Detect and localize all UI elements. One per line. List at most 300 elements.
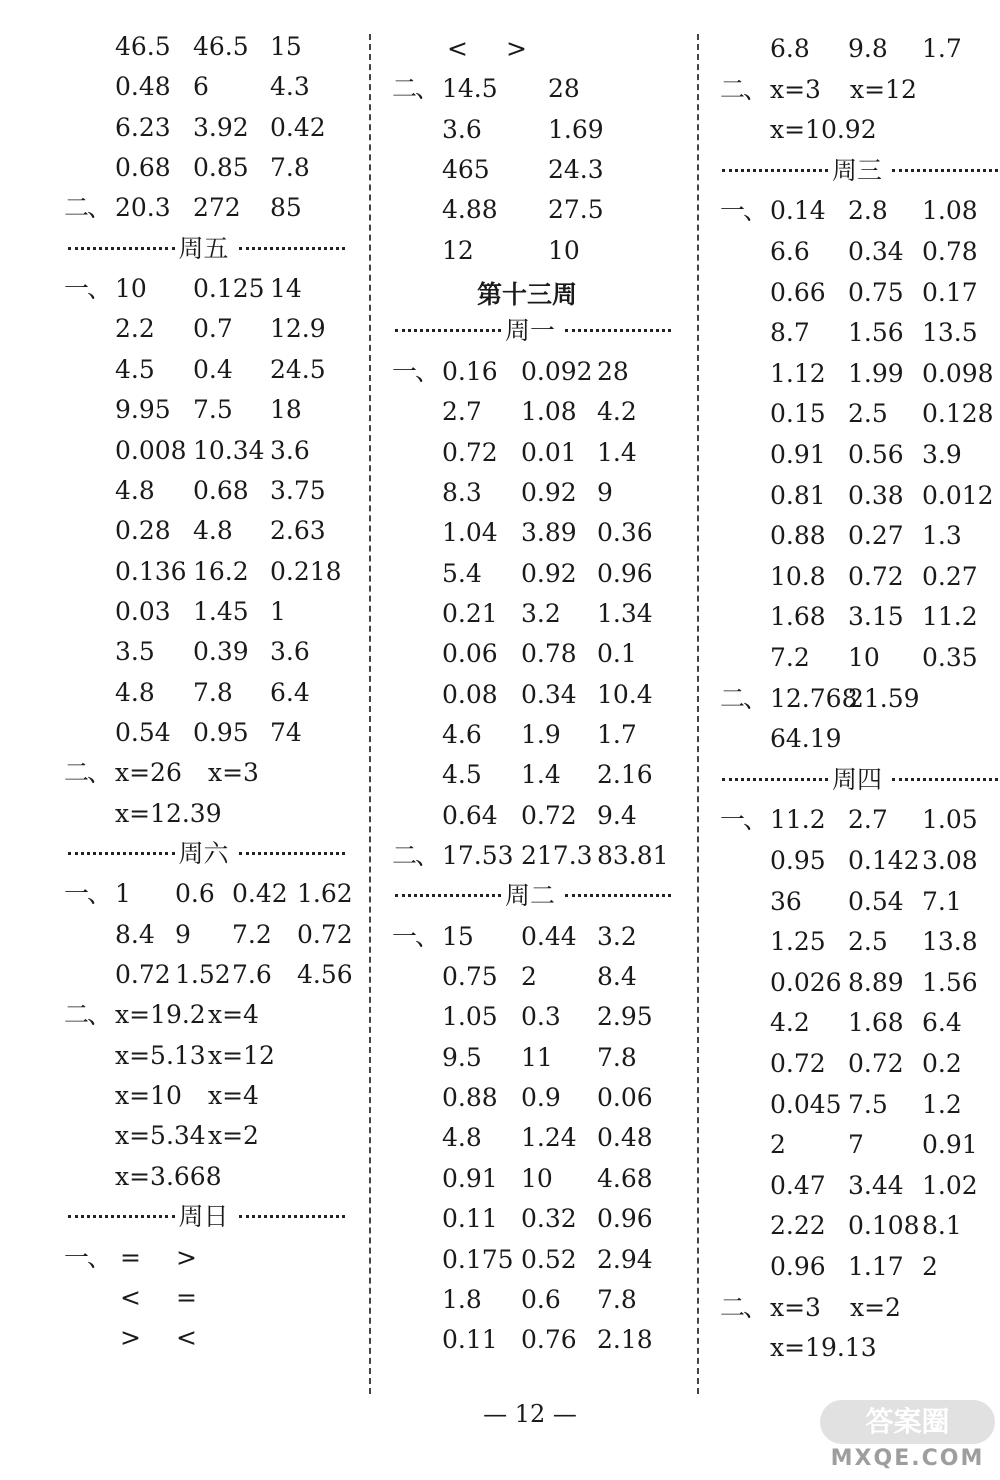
answer-value: 46.5 <box>115 32 171 61</box>
answer-value: 2.5 <box>848 927 888 956</box>
answer-value: 0.72 <box>115 960 171 989</box>
watermark-badge-text: 答案圈 <box>865 1405 950 1438</box>
page-number: — 12 — <box>483 1400 577 1428</box>
answer-value: 217.3 <box>521 841 593 870</box>
answer-value: 0.78 <box>521 639 577 668</box>
answer-row <box>0 1318 365 1358</box>
section-number: 一、 <box>392 922 439 951</box>
answer-row <box>0 592 365 632</box>
answer-row <box>0 269 365 309</box>
answer-row <box>375 29 693 69</box>
answer-value: 0.66 <box>770 278 826 307</box>
section-number: 二、 <box>720 75 767 104</box>
answer-value: 0.136 <box>115 557 187 586</box>
day-heading: 周日 <box>178 1202 229 1231</box>
answer-row <box>700 679 1000 719</box>
answer-value: 0.72 <box>848 1049 904 1078</box>
answer-value: 1.24 <box>521 1123 577 1152</box>
answer-value: 1.34 <box>597 599 653 628</box>
answer-value: 10 <box>548 236 580 265</box>
answer-value: 21.59 <box>848 684 920 713</box>
answer-row <box>0 1238 365 1278</box>
answer-value: = <box>120 1243 141 1272</box>
answer-value: 6.8 <box>770 34 810 63</box>
section-number: 二、 <box>64 1000 111 1029</box>
answer-value: 6.6 <box>770 237 810 266</box>
answer-row <box>0 753 365 793</box>
answer-value: 4.68 <box>597 1164 653 1193</box>
answer-value: 1.02 <box>922 1171 978 1200</box>
answer-row <box>375 1280 693 1320</box>
day-heading: 周四 <box>832 765 883 794</box>
day-heading: 周一 <box>505 316 556 345</box>
answer-value: 0.026 <box>770 968 842 997</box>
answer-row <box>0 1278 365 1318</box>
answer-value: 24.5 <box>270 355 326 384</box>
answer-value: 13.5 <box>922 318 978 347</box>
answer-value: 6 <box>193 72 209 101</box>
answer-value: 0.76 <box>521 1325 577 1354</box>
answer-value: 7.8 <box>270 153 310 182</box>
answer-value: 1.62 <box>297 879 353 908</box>
answer-value: 0.06 <box>442 639 498 668</box>
answer-value: 0.128 <box>922 399 994 428</box>
answer-row <box>700 476 1000 516</box>
answer-row <box>375 997 693 1037</box>
answer-value: 0.15 <box>770 399 826 428</box>
answer-value: 0.012 <box>922 481 994 510</box>
answer-row <box>375 836 693 876</box>
answer-value: 4.56 <box>297 960 353 989</box>
dotted-rule <box>239 852 346 855</box>
answer-value: x=4 <box>208 1000 259 1029</box>
answer-value: 13.8 <box>922 927 978 956</box>
answer-row <box>375 69 693 109</box>
answer-value: 8.3 <box>442 478 482 507</box>
answer-value: 9 <box>597 478 613 507</box>
answer-value: 0.35 <box>922 643 978 672</box>
dotted-rule <box>892 169 998 172</box>
answer-value: 2 <box>770 1130 786 1159</box>
answer-value: x=26 <box>115 758 182 787</box>
answer-value: 10.4 <box>597 680 653 709</box>
answer-value: 3.6 <box>270 637 310 666</box>
answer-row <box>375 1240 693 1280</box>
answer-value: 28 <box>597 357 629 386</box>
day-separator <box>722 151 998 191</box>
answer-row <box>0 1076 365 1116</box>
answer-value: 1.08 <box>521 397 577 426</box>
answer-row <box>700 1166 1000 1206</box>
answer-value: 0.142 <box>848 846 920 875</box>
answer-value: 9.8 <box>848 34 888 63</box>
answer-value: 1 <box>270 597 286 626</box>
answer-value: 1.4 <box>597 438 637 467</box>
answer-value: 5.4 <box>442 559 482 588</box>
answer-value: 1.68 <box>770 602 826 631</box>
answer-row <box>375 1159 693 1199</box>
section-number: 一、 <box>64 1243 111 1272</box>
answer-row <box>375 150 693 190</box>
dotted-rule <box>722 778 828 781</box>
answer-value: 7.2 <box>770 643 810 672</box>
answer-value: 0.11 <box>442 1204 498 1233</box>
answer-value: 0.6 <box>521 1285 561 1314</box>
answer-value: x=19.13 <box>770 1333 877 1362</box>
answer-value: 1.05 <box>442 1002 498 1031</box>
answer-value: 3.2 <box>597 922 637 951</box>
answer-row <box>700 1125 1000 1165</box>
answer-value: 0.7 <box>193 314 233 343</box>
day-heading: 周三 <box>832 156 883 185</box>
answer-value: 1.2 <box>922 1090 962 1119</box>
day-separator <box>395 311 671 351</box>
answer-row <box>375 755 693 795</box>
answer-row <box>375 1118 693 1158</box>
answer-value: 0.75 <box>442 962 498 991</box>
answer-value: 0.08 <box>442 680 498 709</box>
answer-value: 0.95 <box>770 846 826 875</box>
answer-value: 8.4 <box>597 962 637 991</box>
answer-value: 0.32 <box>521 1204 577 1233</box>
column-divider <box>697 34 699 1394</box>
section-number: 二、 <box>720 684 767 713</box>
answer-value: 7.5 <box>193 395 233 424</box>
answer-row <box>0 511 365 551</box>
answer-value: 10 <box>848 643 880 672</box>
answer-row <box>700 110 1000 150</box>
answer-value: 16.2 <box>193 557 249 586</box>
answer-row <box>0 390 365 430</box>
answer-value: 10.34 <box>193 436 265 465</box>
answer-value: x=10 <box>115 1081 182 1110</box>
answer-value: x=2 <box>850 1293 901 1322</box>
answer-row <box>0 67 365 107</box>
answer-value: < <box>120 1283 141 1312</box>
answer-value: 0.95 <box>193 718 249 747</box>
answer-row <box>0 1116 365 1156</box>
answer-row <box>0 1036 365 1076</box>
answer-value: x=12 <box>208 1041 275 1070</box>
answer-value: 10 <box>521 1164 553 1193</box>
answer-value: = <box>176 1283 197 1312</box>
answer-value: 1.7 <box>922 34 962 63</box>
answer-row <box>700 1247 1000 1287</box>
answer-row <box>700 882 1000 922</box>
dotted-rule <box>565 329 671 332</box>
answer-row <box>0 673 365 713</box>
answer-value: 3.75 <box>270 476 326 505</box>
day-separator <box>68 834 345 874</box>
answer-row <box>700 597 1000 637</box>
answer-value: 2.18 <box>597 1325 653 1354</box>
answer-row <box>0 552 365 592</box>
answer-value: 2.8 <box>848 196 888 225</box>
answer-value: 1.68 <box>848 1008 904 1037</box>
section-number: 一、 <box>64 879 111 908</box>
answer-value: 3.89 <box>521 518 577 547</box>
answer-value: 0.96 <box>597 559 653 588</box>
answer-value: 0.16 <box>442 357 498 386</box>
answer-value: x=3 <box>770 1293 821 1322</box>
column-divider <box>369 34 371 1394</box>
answer-value: 0.38 <box>848 481 904 510</box>
answer-row <box>375 473 693 513</box>
answer-value: 0.92 <box>521 559 577 588</box>
section-number: 一、 <box>392 357 439 386</box>
answer-value: 2.2 <box>115 314 155 343</box>
answer-row <box>0 148 365 188</box>
answer-row <box>0 955 365 995</box>
answer-value: 2.5 <box>848 399 888 428</box>
answer-value: 1 <box>115 879 131 908</box>
answer-value: 0.72 <box>442 438 498 467</box>
answer-row <box>375 110 693 150</box>
answer-value: 7.1 <box>922 887 962 916</box>
answer-value: 0.045 <box>770 1090 842 1119</box>
answer-value: 0.36 <box>597 518 653 547</box>
answer-value: 0.47 <box>770 1171 826 1200</box>
answer-value: 18 <box>270 395 302 424</box>
answer-value: 0.14 <box>770 196 826 225</box>
answer-value: 0.91 <box>922 1130 978 1159</box>
answer-value: 0.27 <box>922 562 978 591</box>
answer-value: 6.23 <box>115 113 171 142</box>
answer-value: 9 <box>175 920 191 949</box>
answer-row <box>700 922 1000 962</box>
answer-value: x=3 <box>208 758 259 787</box>
answer-value: 0.96 <box>597 1204 653 1233</box>
answer-value: 0.175 <box>442 1245 514 1274</box>
answer-row <box>700 1003 1000 1043</box>
answer-row <box>0 27 365 67</box>
section-number: 二、 <box>392 841 439 870</box>
watermark-logo <box>820 1400 995 1476</box>
answer-value: 0.44 <box>521 922 577 951</box>
answer-value: 3.44 <box>848 1171 904 1200</box>
answer-row <box>700 557 1000 597</box>
answer-value: 0.03 <box>115 597 171 626</box>
answer-value: 3.6 <box>442 115 482 144</box>
answer-row <box>0 995 365 1035</box>
answer-value: 17.53 <box>442 841 514 870</box>
answer-value: 0.092 <box>521 357 593 386</box>
answer-value: 1.08 <box>922 196 978 225</box>
answer-value: 8.89 <box>848 968 904 997</box>
answer-value: 1.45 <box>193 597 249 626</box>
answer-value: 1.69 <box>548 115 604 144</box>
section-number: 二、 <box>64 193 111 222</box>
answer-value: x=3.668 <box>115 1162 222 1191</box>
answer-value: 3.5 <box>115 637 155 666</box>
answer-value: 0.64 <box>442 801 498 830</box>
section-number: 二、 <box>720 1293 767 1322</box>
answer-row <box>700 516 1000 556</box>
answer-row <box>375 957 693 997</box>
answer-value: 46.5 <box>193 32 249 61</box>
dotted-rule <box>239 1215 346 1218</box>
answer-value: 0.008 <box>115 436 187 465</box>
day-heading: 周二 <box>505 881 556 910</box>
answer-value: 83.81 <box>597 841 669 870</box>
answer-value: 1.56 <box>848 318 904 347</box>
answer-value: 8.7 <box>770 318 810 347</box>
answer-row <box>0 471 365 511</box>
answer-value: 1.12 <box>770 359 826 388</box>
answer-row <box>375 433 693 473</box>
answer-row <box>0 632 365 672</box>
answer-value: 0.78 <box>922 237 978 266</box>
answer-row <box>375 1320 693 1360</box>
answer-row <box>0 915 365 955</box>
section-number: 二、 <box>64 758 111 787</box>
answer-row <box>700 719 1000 759</box>
answer-value: 64.19 <box>770 724 842 753</box>
answer-row <box>375 715 693 755</box>
answer-value: x=19.2 <box>115 1000 206 1029</box>
answer-value: 1.99 <box>848 359 904 388</box>
section-number: 一、 <box>64 274 111 303</box>
answer-value: 0.125 <box>193 274 265 303</box>
answer-row <box>375 796 693 836</box>
answer-value: 24.3 <box>548 155 604 184</box>
answer-value: 9.95 <box>115 395 171 424</box>
answer-row <box>375 1199 693 1239</box>
answer-row <box>375 190 693 230</box>
answer-row <box>375 1078 693 1118</box>
answer-value: < <box>176 1323 197 1352</box>
answer-value: 0.52 <box>521 1245 577 1274</box>
answer-row <box>700 273 1000 313</box>
answer-value: 0.42 <box>270 113 326 142</box>
answer-value: 1.9 <box>521 720 561 749</box>
answer-value: 0.68 <box>115 153 171 182</box>
answer-row <box>700 313 1000 353</box>
answer-value: 0.28 <box>115 516 171 545</box>
answer-value: 0.27 <box>848 521 904 550</box>
answer-value: 1.7 <box>597 720 637 749</box>
answer-value: 2.22 <box>770 1211 826 1240</box>
answer-value: 7.2 <box>232 920 272 949</box>
answer-row <box>700 963 1000 1003</box>
answer-value: 0.3 <box>521 1002 561 1031</box>
answer-value: 0.72 <box>848 562 904 591</box>
answer-value: 74 <box>270 718 302 747</box>
answer-value: 14 <box>270 274 302 303</box>
answer-value: 7.8 <box>193 678 233 707</box>
answer-value: 2.94 <box>597 1245 653 1274</box>
answer-value: 1.04 <box>442 518 498 547</box>
answer-value: x=4 <box>208 1081 259 1110</box>
answer-value: 7 <box>848 1130 864 1159</box>
answer-value: 2.95 <box>597 1002 653 1031</box>
answer-value: 4.88 <box>442 195 498 224</box>
answer-value: 1.05 <box>922 805 978 834</box>
answer-value: 0.85 <box>193 153 249 182</box>
answer-value: > <box>176 1243 197 1272</box>
answer-value: 0.91 <box>770 440 826 469</box>
section-number: 二、 <box>392 74 439 103</box>
answer-row <box>700 70 1000 110</box>
answer-row <box>700 354 1000 394</box>
answer-row <box>700 394 1000 434</box>
answer-row <box>375 513 693 553</box>
answer-row <box>700 232 1000 272</box>
answer-row <box>0 431 365 471</box>
week-title: 第十三周 <box>477 280 578 309</box>
section-number: 一、 <box>720 805 767 834</box>
answer-value: 15 <box>270 32 302 61</box>
answer-value: 4.8 <box>115 476 155 505</box>
day-separator <box>68 229 345 269</box>
dotted-rule <box>892 778 998 781</box>
answer-value: < <box>447 34 468 63</box>
answer-value: 10 <box>115 274 147 303</box>
answer-value: 9.4 <box>597 801 637 830</box>
answer-value: 0.88 <box>442 1083 498 1112</box>
answer-value: 4.3 <box>270 72 310 101</box>
answer-value: 8.1 <box>922 1211 962 1240</box>
answer-value: 465 <box>442 155 490 184</box>
answer-row <box>375 634 693 674</box>
answer-value: 1.3 <box>922 521 962 550</box>
answer-value: 0.72 <box>770 1049 826 1078</box>
answer-value: 0.21 <box>442 599 498 628</box>
answer-value: 0.39 <box>193 637 249 666</box>
answer-value: 12.9 <box>270 314 326 343</box>
answer-row <box>700 191 1000 231</box>
answer-value: 6.4 <box>270 678 310 707</box>
answer-value: 1.4 <box>521 760 561 789</box>
answer-row <box>375 675 693 715</box>
answer-value: x=12 <box>850 75 917 104</box>
answer-value: 3.6 <box>270 436 310 465</box>
answer-value: 0.17 <box>922 278 978 307</box>
answer-value: 3.08 <box>922 846 978 875</box>
dotted-rule <box>239 247 346 250</box>
answer-value: 12.768 <box>770 684 858 713</box>
answer-row <box>375 352 693 392</box>
answer-value: 1.25 <box>770 927 826 956</box>
answer-value: 1.56 <box>922 968 978 997</box>
answer-value: 272 <box>193 193 241 222</box>
answer-value: 0.54 <box>115 718 171 747</box>
answer-value: 4.6 <box>442 720 482 749</box>
answer-value: 0.1 <box>597 639 637 668</box>
answer-value: x=5.13 <box>115 1041 206 1070</box>
answer-value: 15 <box>442 922 474 951</box>
answer-value: 10.8 <box>770 562 826 591</box>
answer-value: 85 <box>270 193 302 222</box>
answer-value: 2 <box>521 962 537 991</box>
answer-value: 0.72 <box>297 920 353 949</box>
answer-row <box>700 1085 1000 1125</box>
dotted-rule <box>565 894 671 897</box>
section-number: 一、 <box>720 196 767 225</box>
answer-row <box>700 638 1000 678</box>
answer-value: 28 <box>548 74 580 103</box>
answer-value: 2.16 <box>597 760 653 789</box>
dotted-rule <box>68 1215 175 1218</box>
answer-value: 11.2 <box>922 602 978 631</box>
answer-value: x=10.92 <box>770 115 877 144</box>
day-separator <box>722 760 998 800</box>
answer-row <box>0 108 365 148</box>
answer-value: 1.52 <box>175 960 231 989</box>
answer-value: 4.2 <box>770 1008 810 1037</box>
answer-value: 0.108 <box>848 1211 920 1240</box>
answer-value: 0.098 <box>922 359 994 388</box>
